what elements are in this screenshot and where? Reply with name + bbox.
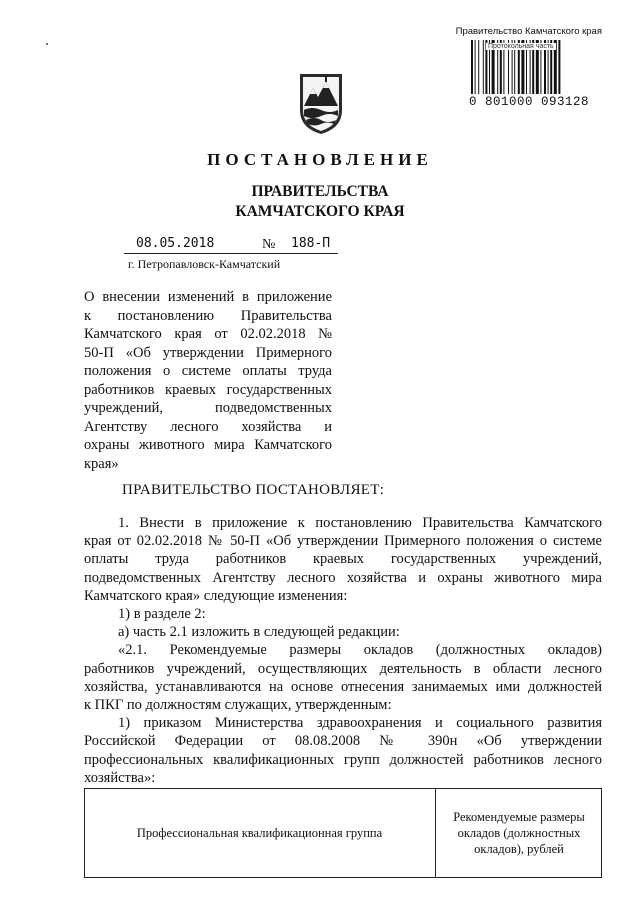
body-line: края от 02.02.2018 № 50-П «Об утверждении Примерного положения о системе: [84, 533, 602, 550]
document-heading: [84, 288, 332, 473]
document-subtitle-line2: КАМЧАТСКОГО КРАЯ: [235, 203, 405, 220]
body-line: Камчатского края» следующие изменения:: [84, 587, 348, 604]
barcode-number: 0 801000 093128: [469, 95, 590, 109]
body-line: «2.1. Рекомендуемые размеры окладов (должностных окладов): [118, 642, 602, 659]
body-line: хозяйства»:: [84, 769, 156, 786]
document-number: 188-П: [291, 236, 331, 251]
table-header-salary: Рекомендуемые размеры окладов (должностных окладов), рублей: [453, 810, 585, 856]
scan-dot: [46, 43, 48, 45]
heading-line: охраны животного мира Камчатского: [84, 437, 332, 453]
body-line: а) часть 2.1 изложить в следующей редакции:: [118, 624, 400, 641]
body-line: хозяйства, устанавливаются на основе отнесения занимаемых ими должностей: [84, 678, 602, 695]
heading-line: положения о системе оплаты труда: [84, 363, 332, 379]
stamp-title: Правительство Камчатского края: [455, 26, 602, 37]
body-line: 1) в разделе 2:: [118, 606, 206, 623]
date-underline: [124, 253, 338, 254]
body-line: Российской Федерации от 08.08.2008 № 390н «Об утверждении: [84, 733, 602, 750]
heading-line: Камчатского края от 02.02.2018 №: [84, 326, 332, 342]
number-sign: №: [262, 237, 276, 252]
stamp-subtitle: Протокольная часть: [488, 43, 554, 50]
document-date: 08.05.2018: [136, 236, 215, 251]
document-city: г. Петропавловск-Камчатский: [128, 257, 281, 271]
heading-line: Агентству лесного хозяйства и: [84, 418, 332, 435]
heading-line: работников краевых государственных: [84, 381, 332, 398]
body-paragraph-1: [84, 514, 602, 787]
document-subtitle-line1: ПРАВИТЕЛЬСТВА: [251, 183, 389, 200]
document-title: ПОСТАНОВЛЕНИЕ: [207, 150, 433, 169]
body-line: к ПКГ по должностям служащих, утвержденным:: [84, 697, 392, 714]
table-header-group: Профессиональная квалификационная группа: [136, 825, 383, 840]
heading-line: О внесении изменений в приложение: [84, 289, 332, 305]
body-line: работников учреждений, осуществляющих деятельность в области лесного: [84, 660, 602, 677]
heading-line: края»: [84, 455, 119, 472]
body-line: 1. Внести в приложение к постановлению Правительства Камчатского: [118, 515, 602, 531]
body-line: 1) приказом Министерства здравоохранения и социального развития: [118, 715, 602, 732]
heading-line: учреждений, подведомственных: [84, 400, 332, 416]
body-line: подведомственных Агентству лесного хозяйства и охраны животного мира: [84, 569, 602, 586]
kamchatka-emblem-icon: [296, 70, 346, 136]
body-line: оплаты труда работников краевых государственных учреждений,: [84, 551, 602, 568]
body-line: профессиональных квалификационных групп должностей работников лесного: [84, 751, 602, 768]
heading-line: 50-П «Об утверждении Примерного: [84, 344, 332, 361]
heading-line: к постановлению Правительства: [84, 307, 332, 324]
resolve-heading: ПРАВИТЕЛЬСТВО ПОСТАНОВЛЯЕТ:: [122, 482, 385, 498]
